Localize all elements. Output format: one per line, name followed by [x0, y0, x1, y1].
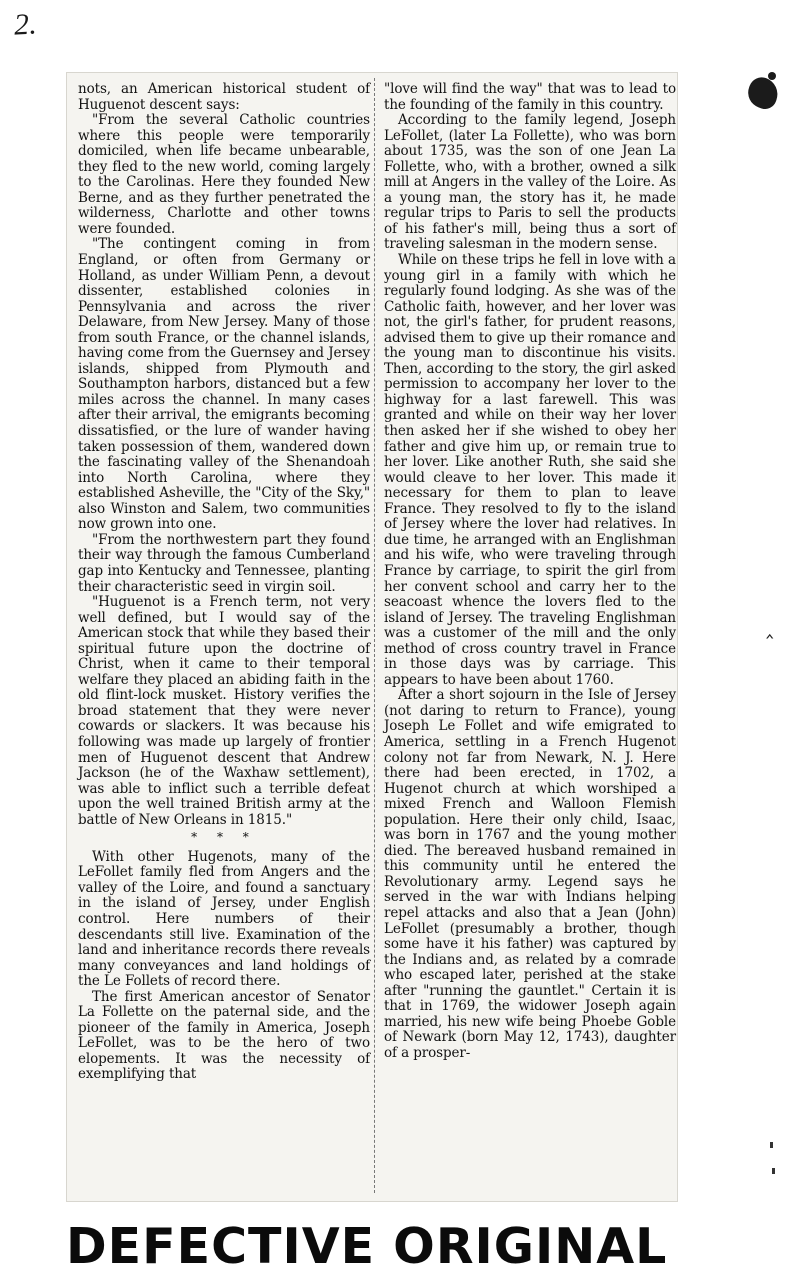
margin-speck — [770, 1142, 773, 1148]
article-paragraph: With other Hugenots, many of the LeFollet family fled from Angers and the valley of the Loire, and found a sanctuary in the island of Jersey, under English control. Here numbers of their descendants still live. Examination of the land and inheritance records there reveals many conveyances and land holdings of the Le Follets of record there. — [78, 848, 370, 990]
margin-mark: ‸ — [766, 614, 774, 639]
article-column-left — [78, 82, 370, 1083]
defective-original-stamp: DEFECTIVE ORIGINAL — [66, 1218, 668, 1275]
article-paragraph: "Huguenot is a French term, not very well defined, but I would say of the American stock that while they based their spiritual future upon the doctrine of Christ, when it came to their temporal welfare they placed an abiding faith in the old flint-lock musket. History verifies the broad statement that they were never cowards or slackers. It was because his following was made up largely of frontier men of Huguenot descent that Andrew Jackson (he of the Waxhaw settlement), was able to inflict such a terrible defeat upon the well trained British army at the battle of New Orleans in 1815." — [78, 594, 370, 828]
article-paragraph: According to the family legend, Joseph LeFollet, (later La Follette), who was born about 1735, was the son of one Jean La Follette, who, with a brother, owned a silk mill at Angers in the valley of the Loire. As a young man, the story has it, he made regular trips to Paris to sell the products of his father's mill, being thus a sort of traveling salesman in the modern sense. — [384, 112, 676, 253]
article-paragraph: "love will find the way" that was to lead to the founding of the family in this country. — [384, 81, 676, 113]
newspaper-clipping — [66, 72, 678, 1202]
article-paragraph: "The contingent coming in from England, or often from Germany or Holland, as under William Penn, a devout dissenter, established colonies in Pennsylvania and across the river Delaware, from New Jersey. Many of those from south France, or the channel islands, having come from the Guernsey and Jersey islands, shipped from Plymouth and Southampton harbors, distanced but a few miles across the channel. In many cases after their arrival, the emigrants becoming dissatisfied, or the lure of wander having taken possession of them, wandered down the fascinating valley of the Shenandoah into North Carolina, where they established Asheville, the "City of the Sky," also Winston and Salem, two communities now grown into one. — [78, 236, 370, 533]
article-paragraph: After a short sojourn in the Isle of Jersey (not daring to return to France), young Joseph Le Follet and wife emigrated to America, settling in a French Hugenot colony not far from Newark, N. J. Here there had been erected, in 1702, a Hugenot church at which worshiped a mixed French and Walloon Flemish population. Here their only child, Isaac, was born in 1767 and the young mother died. The bereaved husband remained in this community until he entered the Revolutionary army. Legend says he served in the war with Indians helping repel attacks and also that a Jean (John) LeFollet (presumably a brother, though some have it his father) was captured by the Indians and, as related by a comrade who escaped later, perished at the stake after "running the gauntlet." Certain it is that in 1769, the widower Joseph again married, his new wife being Phoebe Goble of Newark (born May 12, 1743), daughter of a prosper- — [384, 687, 676, 1061]
article-paragraph: "From the northwestern part they found their way through the famous Cumberland gap into Kentucky and Tennessee, planting their characteristic seed in virgin soil. — [78, 531, 370, 595]
ink-blot — [744, 74, 782, 112]
article-paragraph: nots, an American historical student of Huguenot descent says: — [78, 81, 370, 113]
article-paragraph: While on these trips he fell in love with a young girl in a family with which he regularly found lodging. As she was of the Catholic faith, however, and her lover was not, the girl's father, for prudent reasons, advised them to give up their romance and the young man to discontinue his visits. Then, according to the story, the girl asked permission to accompany her lover to the highway for a last farewell. This was granted and while on their way her lover then asked her if she wished to obey her father and give him up, or remain true to her lover. Like another Ruth, she said she would cleave to her lover. This made it necessary for them to plan to leave France. They resolved to fly to the island of Jersey where the lover had relatives. In due time, he arranged with an Englishman and his wife, who were traveling through France by carriage, to spirit the girl from her convent school and carry her to the seacoast whence the lovers fled to the island of Jersey. The traveling Englishman was a customer of the mill and the only method of cross country travel in France in those days was by carriage. This appears to have been about 1760. — [384, 252, 676, 688]
article-column-right — [384, 82, 676, 1061]
article-paragraph: "From the several Catholic countries where this people were temporarily domiciled, when life became unbearable, they fled to the new world, coming largely to the Carolinas. Here they founded New Berne, and as they further penetrated the wilderness, Charlotte and other towns were founded. — [78, 112, 370, 237]
ink-blot-speck — [768, 72, 776, 80]
margin-speck — [772, 1168, 775, 1174]
section-divider: * * * — [191, 830, 257, 845]
article-paragraph: The first American ancestor of Senator La Follette on the paternal side, and the pioneer of the family in America, Joseph LeFollet, was to be the hero of two elopements. It was the necessity of exemplifying that — [78, 988, 370, 1083]
column-rule — [374, 78, 375, 1193]
page-number: 2. — [13, 7, 38, 42]
